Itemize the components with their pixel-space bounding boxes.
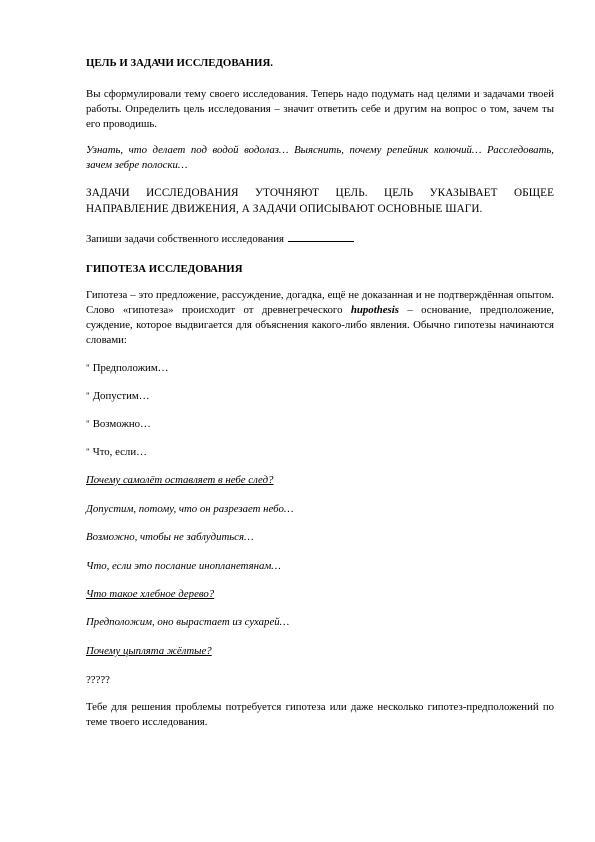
starter-text: Возможно…	[92, 418, 151, 430]
starter-item	[86, 389, 554, 404]
definition-text-1: Гипотеза – это предложение, рассуждение, догадка, ещё не доказанная и не подтверждённая опытом. Слово «гипотеза» происходит от древнегреческого	[86, 289, 554, 316]
intro-paragraph: Вы сформулировали тему своего исследования. Теперь надо подумать над целями и задачами твоей работы. Определить цель исследования – значит ответить себе и другим на вопрос о том, зачем ты его проводишь.	[86, 88, 554, 130]
answer-breadfruit: Предположим, оно вырастает из сухарей…	[86, 616, 290, 628]
question-airplane: Почему самолёт оставляет в небе след?	[86, 474, 274, 486]
definition-term: hupothesis	[350, 304, 399, 316]
bullet-mark-icon: "	[86, 447, 90, 457]
write-tasks-label: Запиши задачи собственного исследования	[86, 233, 285, 245]
tasks-statement: ЗАДАЧИ ИССЛЕДОВАНИЯ УТОЧНЯЮТ ЦЕЛЬ. ЦЕЛЬ УКАЗЫВАЕТ ОБЩЕЕ НАПРАВЛЕНИЕ ДВИЖЕНИЯ, А ЗАДАЧИ ОПИСЫВАЮТ ОСНОВНЫЕ ШАГИ.	[86, 187, 554, 215]
starter-text: Допустим…	[92, 390, 150, 402]
definition-text-2: – основание, предположение, суждение, которое выдвигается для объяснения какого-либо явления. Обычно гипотезы начинаются словами:	[86, 304, 554, 346]
answer-blank-line[interactable]	[288, 231, 354, 242]
hypothesis-definition	[86, 288, 554, 348]
goal-examples: Узнать, что делает под водой водолаз… Выяснить, почему репейник колючий… Расследовать, зачем зебре полоски…	[86, 144, 554, 171]
heading-hypothesis: ГИПОТЕЗА ИССЛЕДОВАНИЯ	[86, 263, 243, 275]
answer-airplane-1: Допустим, потому, что он разрезает небо…	[86, 503, 294, 515]
starter-text: Что, если…	[92, 446, 147, 458]
closing-paragraph: Тебе для решения проблемы потребуется гипотеза или даже несколько гипотез-предположений по теме твоего исследования.	[86, 701, 554, 728]
starter-item	[86, 361, 554, 376]
bullet-mark-icon: "	[86, 363, 90, 373]
starter-text: Предположим…	[92, 362, 169, 374]
bullet-mark-icon: "	[86, 391, 90, 401]
starter-item	[86, 445, 554, 460]
question-breadfruit: Что такое хлебное дерево?	[86, 588, 215, 600]
write-tasks-prompt	[86, 231, 554, 247]
answer-airplane-3: Что, если это послание инопланетянам…	[86, 560, 281, 572]
starter-item	[86, 417, 554, 432]
answer-chicks: ?????	[86, 674, 110, 686]
heading-goals-tasks: ЦЕЛЬ И ЗАДАЧИ ИССЛЕДОВАНИЯ.	[86, 57, 273, 69]
bullet-mark-icon: "	[86, 419, 90, 429]
answer-airplane-2: Возможно, чтобы не заблудиться…	[86, 531, 254, 543]
question-chicks: Почему цыплята жёлтые?	[86, 645, 212, 657]
